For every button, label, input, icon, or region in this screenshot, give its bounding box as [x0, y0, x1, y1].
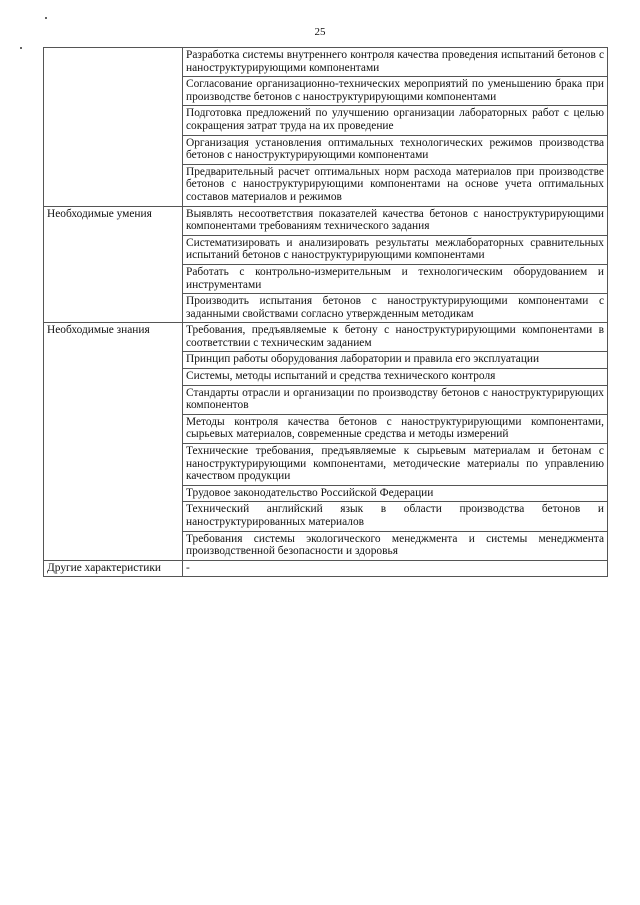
item-text: Принцип работы оборудования лаборатории и правила его эксплуатации	[183, 352, 608, 369]
item-text: Согласование организационно-технических мероприятий по уменьшению брака при производстве бетонов с наноструктурирующими компонентами	[183, 77, 608, 106]
item-text: Требования, предъявляемые к бетону с наноструктурирующими компонентами в соответствии с техническим заданием	[183, 323, 608, 352]
item-text: Производить испытания бетонов с наноструктурирующими компонентами с заданными свойствами согласно утвержденным методикам	[183, 294, 608, 323]
item-text: Системы, методы испытаний и средства технического контроля	[183, 369, 608, 386]
section-label: Другие характеристики	[44, 560, 183, 577]
page-number: 25	[314, 26, 326, 38]
item-text: Систематизировать и анализировать результаты межлабораторных сравнительных испытаний бетонов с наноструктурирующими компонентами	[183, 235, 608, 264]
competency-table	[43, 47, 608, 577]
section-label	[44, 48, 183, 207]
item-text: Технический английский язык в области производства бетонов и наноструктурированных материалов	[183, 502, 608, 531]
item-text: Разработка системы внутреннего контроля качества проведения испытаний бетонов с наноструктурирующими компонентами	[183, 48, 608, 77]
item-text: Организация установления оптимальных технологических режимов производства бетонов с наноструктурирующими компонентами	[183, 135, 608, 164]
item-text: Подготовка предложений по улучшению организации лабораторных работ с целью сокращения затрат труда на их проведение	[183, 106, 608, 135]
item-text: Выявлять несоответствия показателей качества бетонов с наноструктурирующими компонентами требованиям технического задания	[183, 206, 608, 235]
item-text: Методы контроля качества бетонов с наноструктурирующими компонентами, сырьевых материалов, современные средства и методы измерений	[183, 414, 608, 443]
scan-speck	[45, 17, 47, 19]
item-text: Предварительный расчет оптимальных норм расхода материалов при производстве бетонов с наноструктурирующими компонентами на основе учета оптимальных составов материалов и режимов	[183, 164, 608, 206]
item-text: Стандарты отрасли и организации по производству бетонов с наноструктурирующих компонентов	[183, 385, 608, 414]
section-label: Необходимые умения	[44, 206, 183, 323]
item-text: -	[183, 560, 608, 577]
table-row	[44, 560, 608, 577]
item-text: Трудовое законодательство Российской Федерации	[183, 485, 608, 502]
item-text: Требования системы экологического менеджмента и системы менеджмента производственной безопасности и здоровья	[183, 531, 608, 560]
table-body	[44, 48, 608, 577]
item-text: Работать с контрольно-измерительным и технологическим оборудованием и инструментами	[183, 264, 608, 293]
table-row	[44, 206, 608, 235]
table-row	[44, 48, 608, 77]
section-label: Необходимые знания	[44, 323, 183, 561]
table-row	[44, 323, 608, 352]
scan-speck	[20, 47, 22, 49]
item-text: Технические требования, предъявляемые к сырьевым материалам и бетонам с наноструктурирующими компонентами, методические материалы по управлению качеством продукции	[183, 444, 608, 486]
